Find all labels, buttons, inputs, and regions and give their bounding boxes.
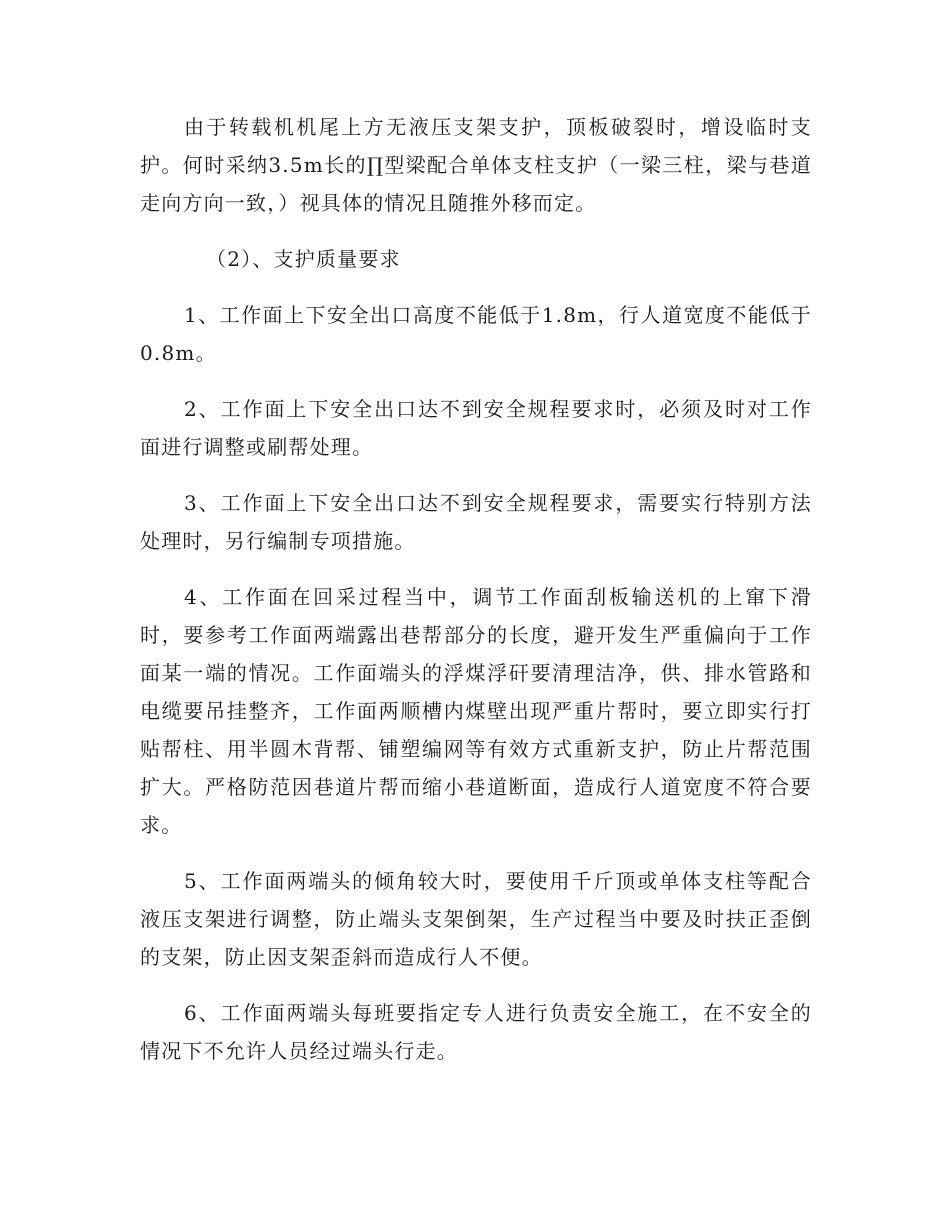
requirement-item-4: 4、工作面在回采过程当中，调节工作面刮板输送机的上窜下滑时，要参考工作面两端露出巷帮部分的长度，避开发生严重偏向于工作面某一端的情况。工作面端头的浮煤浮矸要清理洁净，供、排水管路和电缆要吊挂整齐，工作面两顺槽内煤壁出现严重片帮时，要立即实行打贴帮柱、用半圆木背帮、铺塑编网等有效方式重新支护，防止片帮范围扩大。严格防范因巷道片帮而缩小巷道断面，造成行人道宽度不符合要求。: [140, 585, 812, 837]
section-heading: （2）、支护质量要求: [206, 247, 401, 271]
requirement-item-1: 1、工作面上下安全出口高度不能低于1.8m，行人道宽度不能低于0.8m。: [140, 303, 812, 365]
requirement-item-3: 3、工作面上下安全出口达不到安全规程要求，需要实行特别方法处理时，另行编制专项措施。: [140, 491, 812, 553]
intro-paragraph: 由于转载机机尾上方无液压支架支护，顶板破裂时，增设临时支护。何时采纳3.5m长的∏型梁配合单体支柱支护（一梁三柱，梁与巷道走向方向一致，）视具体的情况且随推外移而定。: [140, 115, 812, 215]
document-body: [140, 108, 812, 1088]
requirement-item-2: 2、工作面上下安全出口达不到安全规程要求时，必须及时对工作面进行调整或刷帮处理。: [140, 397, 812, 459]
requirement-item-6: 6、工作面两端头每班要指定专人进行负责安全施工，在不安全的情况下不允许人员经过端头行走。: [140, 1001, 812, 1063]
requirement-item-5: 5、工作面两端头的倾角较大时，要使用千斤顶或单体支柱等配合液压支架进行调整，防止端头支架倒架，生产过程当中要及时扶正歪倒的支架，防止因支架歪斜而造成行人不便。: [140, 869, 812, 969]
